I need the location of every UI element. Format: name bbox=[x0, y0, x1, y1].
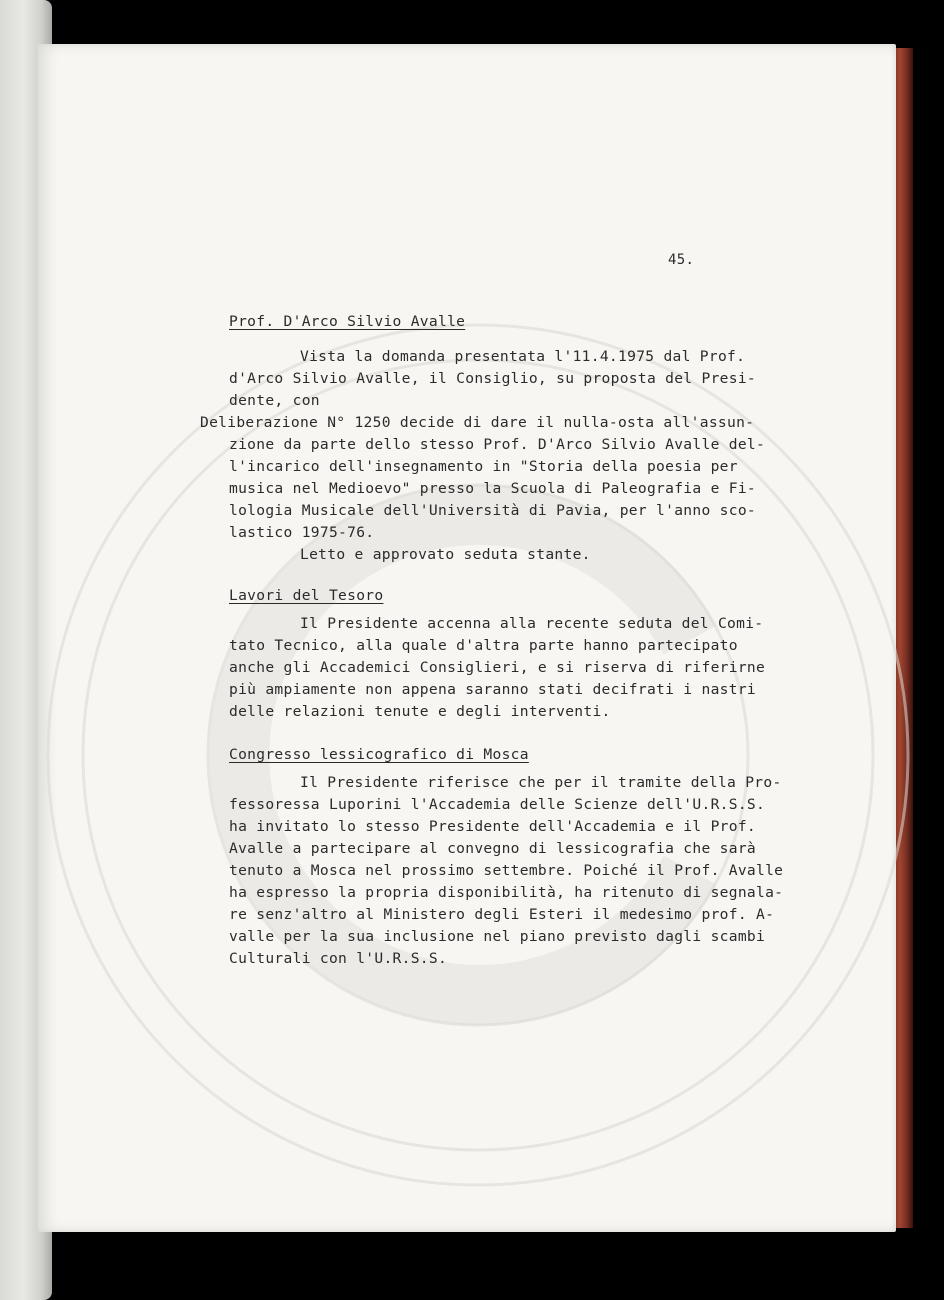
paragraph-line: anche gli Accademici Consiglieri, e si riserva di riferirne bbox=[229, 659, 766, 676]
paragraph-line: delle relazioni tenute e degli interventi. bbox=[229, 703, 611, 720]
paragraph-line: fessoressa Luporini l'Accademia delle Scienze dell'U.R.S.S. bbox=[229, 796, 766, 813]
heading-avalle: Prof. D'Arco Silvio Avalle bbox=[229, 313, 466, 330]
paragraph-line: Culturali con l'U.R.S.S. bbox=[229, 950, 448, 967]
paragraph-line: Deliberazione N° 1250 decide di dare il nulla-osta all'assun- bbox=[200, 414, 755, 431]
paragraph-line: tato Tecnico, alla quale d'altra parte hanno partecipato bbox=[229, 637, 738, 654]
paragraph-line: Il Presidente riferisce che per il tramite della Pro- bbox=[300, 774, 782, 791]
paragraph-line: zione da parte dello stesso Prof. D'Arco Silvio Avalle del- bbox=[229, 436, 766, 453]
paragraph-line: più ampiamente non appena saranno stati decifrati i nastri bbox=[229, 681, 756, 698]
page-number: 45. bbox=[668, 252, 695, 268]
paragraph-line: l'incarico dell'insegnamento in "Storia della poesia per bbox=[229, 458, 738, 475]
paragraph-line: valle per la sua inclusione nel piano previsto dagli scambi bbox=[229, 928, 766, 945]
paragraph-line: Avalle a partecipare al convegno di lessicografia che sarà bbox=[229, 840, 756, 857]
paragraph-line: musica nel Medioevo" presso la Scuola di Paleografia e Fi- bbox=[229, 480, 756, 497]
paragraph-line: Letto e approvato seduta stante. bbox=[300, 546, 591, 563]
paragraph-line: ha invitato lo stesso Presidente dell'Accademia e il Prof. bbox=[229, 818, 756, 835]
paragraph-line: lologia Musicale dell'Università di Pavia, per l'anno sco- bbox=[229, 502, 756, 519]
paragraph-line: Vista la domanda presentata l'11.4.1975 dal Prof. bbox=[300, 348, 746, 365]
paragraph-line: ha espresso la propria disponibilità, ha ritenuto di segnala- bbox=[229, 884, 784, 901]
paragraph-line: lastico 1975-76. bbox=[229, 524, 375, 541]
paragraph-line: Il Presidente accenna alla recente seduta del Comi- bbox=[300, 615, 764, 632]
heading-congresso-mosca: Congresso lessicografico di Mosca bbox=[229, 746, 529, 763]
paragraph-line: dente, con bbox=[229, 392, 320, 409]
paragraph-line: d'Arco Silvio Avalle, il Consiglio, su proposta del Presi- bbox=[229, 370, 756, 387]
paragraph-line: tenuto a Mosca nel prossimo settembre. Poiché il Prof. Avalle bbox=[229, 862, 784, 879]
heading-lavori-tesoro: Lavori del Tesoro bbox=[229, 587, 384, 604]
paragraph-line: re senz'altro al Ministero degli Esteri il medesimo prof. A- bbox=[229, 906, 775, 923]
